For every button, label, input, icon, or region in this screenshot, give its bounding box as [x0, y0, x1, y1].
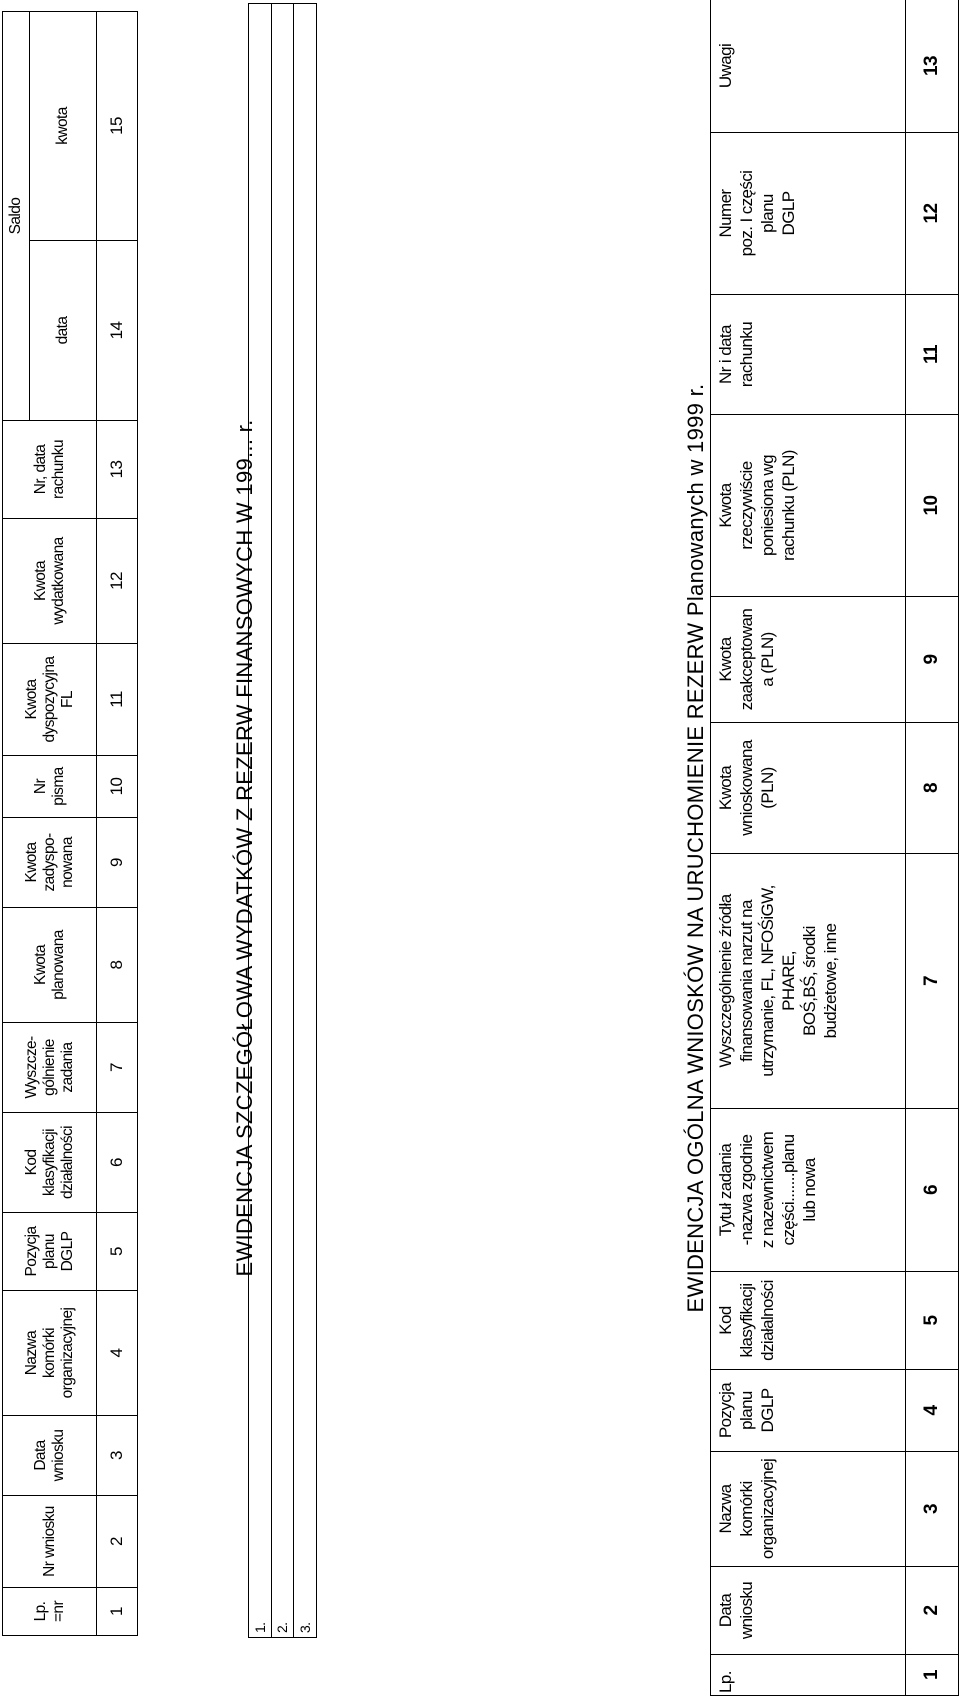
column-number: 6 — [906, 1109, 959, 1272]
header-nr-data-rachunku: Nr, data rachunku — [3, 421, 97, 519]
header-wyszczegolnienie: Wyszcze- gólnienie zadania — [3, 1023, 97, 1113]
header-pozycja-planu: Pozycja planu DGLP — [711, 1370, 906, 1452]
column-number: 8 — [906, 723, 959, 854]
header-nr-data-rachunku: Nr i data rachunku — [711, 295, 906, 415]
column-number: 1 — [906, 1655, 959, 1696]
column-number: 10 — [97, 756, 138, 818]
header-saldo-data: data — [30, 241, 97, 421]
column-number: 11 — [97, 644, 138, 756]
column-number: 10 — [906, 415, 959, 597]
column-number: 6 — [97, 1113, 138, 1213]
list-item: 2. — [271, 4, 294, 1638]
column-number: 5 — [906, 1272, 959, 1370]
header-kod-klasyfikacji: Kod klasyfikacji działalności — [711, 1272, 906, 1370]
header-wyszczegolnienie-zrodla: Wyszczególnienie źródła finansowania narzut na utrzymanie, FL, NFOŚiGW, PHARE, BOŚ,BŚ, środki budżetowe, inne — [711, 854, 906, 1109]
column-number: 4 — [97, 1291, 138, 1416]
column-number: 9 — [906, 597, 959, 723]
header-saldo-kwota: kwota — [30, 12, 97, 241]
header-kwota-rzeczywiscie: Kwota rzeczywiście poniesiona wg rachunku (PLN) — [711, 415, 906, 597]
list-item: 1. — [249, 4, 272, 1638]
header-kwota-dyspozycyjna: Kwota dyspozycyjna FL — [3, 644, 97, 756]
column-number: 13 — [97, 421, 138, 519]
general-requests-table — [710, 0, 959, 1696]
column-number: 14 — [97, 241, 138, 421]
column-number: 7 — [906, 854, 959, 1109]
header-lp: Lp. =nr — [3, 1588, 97, 1636]
header-data-wniosku: Data wniosku — [3, 1416, 97, 1496]
header-nr-pisma: Nr pisma — [3, 756, 97, 818]
column-number: 7 — [97, 1023, 138, 1113]
header-kwota-wydatkowana: Kwota wydatkowana — [3, 519, 97, 644]
header-uwagi: Uwagi — [711, 0, 906, 133]
column-number: 12 — [97, 519, 138, 644]
column-number: 5 — [97, 1213, 138, 1291]
column-number: 2 — [97, 1496, 138, 1588]
column-number: 2 — [906, 1567, 959, 1655]
column-number: 1 — [97, 1588, 138, 1636]
column-number: 3 — [97, 1416, 138, 1496]
header-saldo: Saldo — [3, 12, 30, 421]
column-number: 4 — [906, 1370, 959, 1452]
column-number: 12 — [906, 133, 959, 295]
column-number: 9 — [97, 818, 138, 908]
column-number: 3 — [906, 1452, 959, 1567]
header-kwota-zaakceptowana: Kwota zaakceptowan a (PLN) — [711, 597, 906, 723]
entries-list-table — [248, 3, 317, 1638]
column-number: 13 — [906, 0, 959, 133]
header-nazwa-komorki: Nazwa komórki organizacyjnej — [711, 1452, 906, 1567]
section1-title: EWIDENCJA SZCZEGÓŁOWA WYDATKÓW Z REZERW FINANSOWYCH W 199... r. — [232, 419, 257, 1277]
header-kwota-planowana: Kwota planowana — [3, 908, 97, 1023]
section2-title: EWIDENCJA OGÓLNA WNIOSKÓW NA URUCHOMIENIE REZERW Planowanych w 1999 r. — [683, 383, 708, 1313]
detailed-expenses-table — [2, 11, 138, 1636]
header-kwota-wnioskowana: Kwota wnioskowana (PLN) — [711, 723, 906, 854]
list-item: 3. — [294, 4, 317, 1638]
column-number: 15 — [97, 12, 138, 241]
header-data-wniosku: Data wniosku — [711, 1567, 906, 1655]
column-number: 8 — [97, 908, 138, 1023]
header-pozycja-planu: Pozycja planu DGLP — [3, 1213, 97, 1291]
header-nazwa-komorki: Nazwa komórki organizacyjnej — [3, 1291, 97, 1416]
header-nr-wniosku: Nr wniosku — [3, 1496, 97, 1588]
column-number: 11 — [906, 295, 959, 415]
header-kwota-zadysponowana: Kwota zadyspo- nowana — [3, 818, 97, 908]
header-kod-klasyfikacji: Kod klasyfikacji działalności — [3, 1113, 97, 1213]
header-lp: Lp. — [711, 1655, 906, 1696]
header-tytul-zadania: Tytuł zadania -nazwa zgodnie z nazewnictwem części.......planu lub nowa — [711, 1109, 906, 1272]
header-numer-poz: Numer poz. I części planu DGLP — [711, 133, 906, 295]
